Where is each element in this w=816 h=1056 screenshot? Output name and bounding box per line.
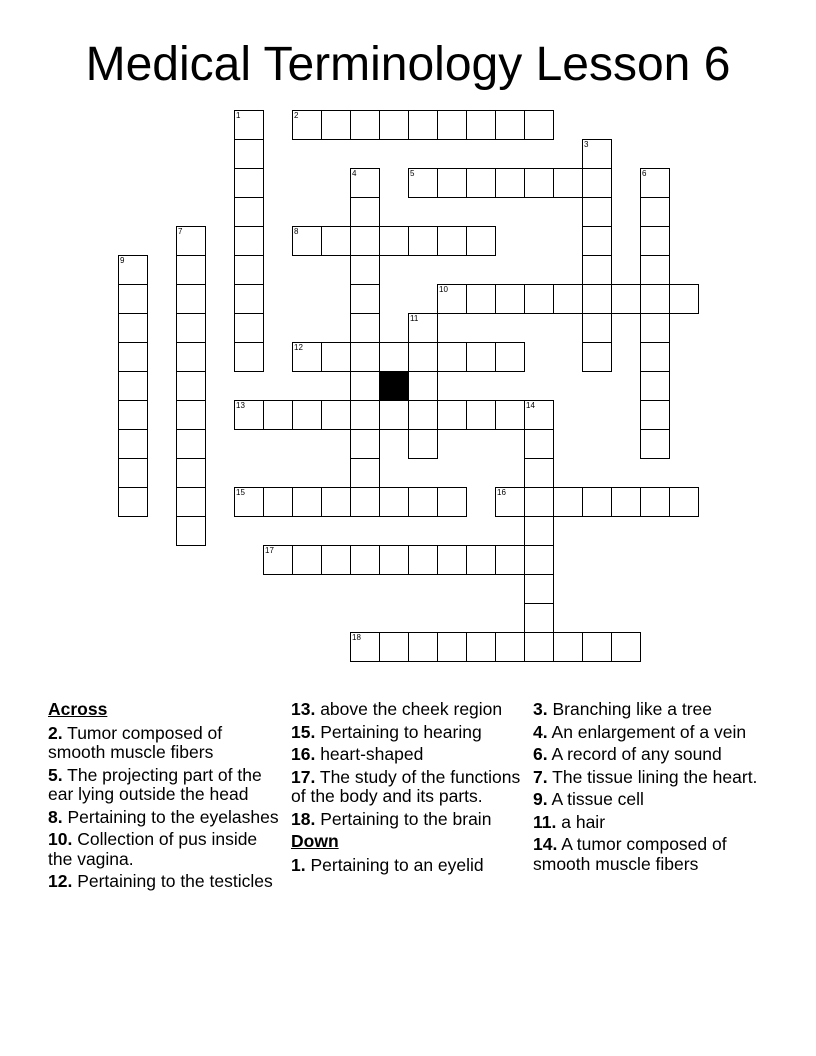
grid-cell[interactable] — [234, 487, 264, 517]
grid-cell[interactable] — [611, 284, 641, 314]
clue-text: Pertaining to the brain — [320, 808, 492, 829]
clue-across-8 — [48, 808, 280, 828]
grid-cell[interactable] — [466, 400, 496, 430]
grid-cell[interactable] — [437, 284, 467, 314]
grid-cell[interactable] — [379, 226, 409, 256]
clues-column-1 — [48, 700, 280, 895]
grid-cell[interactable] — [118, 487, 148, 517]
grid-cell[interactable] — [437, 110, 467, 140]
grid-cell[interactable] — [640, 400, 670, 430]
clue-number: 6. — [533, 744, 548, 764]
grid-cell[interactable] — [437, 632, 467, 662]
grid-cell[interactable] — [118, 342, 148, 372]
grid-cell[interactable] — [408, 371, 438, 401]
clue-across-16 — [291, 745, 523, 765]
grid-cell[interactable] — [437, 545, 467, 575]
grid-cell[interactable] — [524, 110, 554, 140]
grid-cell[interactable] — [466, 226, 496, 256]
grid-cell[interactable] — [495, 168, 525, 198]
grid-cell[interactable] — [234, 168, 264, 198]
grid-cell[interactable] — [350, 197, 380, 227]
grid-cell[interactable] — [350, 371, 380, 401]
cell-number: 13 — [236, 401, 245, 410]
clue-number: 8. — [48, 806, 63, 827]
grid-cell[interactable] — [350, 284, 380, 314]
grid-cell[interactable] — [176, 429, 206, 459]
grid-cell[interactable] — [379, 632, 409, 662]
grid-cell[interactable] — [350, 313, 380, 343]
clue-down-3 — [533, 700, 765, 720]
clues-column-2 — [291, 700, 523, 878]
grid-cell[interactable] — [118, 284, 148, 314]
grid-cell[interactable] — [495, 545, 525, 575]
grid-cell[interactable] — [379, 400, 409, 430]
grid-cell[interactable] — [466, 632, 496, 662]
grid-cell[interactable] — [553, 632, 583, 662]
grid-cell[interactable] — [408, 487, 438, 517]
grid-cell[interactable] — [263, 487, 293, 517]
grid-cell[interactable] — [379, 110, 409, 140]
grid-cell[interactable] — [640, 255, 670, 285]
grid-cell[interactable] — [582, 139, 612, 169]
grid-cell[interactable] — [350, 110, 380, 140]
grid-cell[interactable] — [669, 487, 699, 517]
grid-cell[interactable] — [350, 226, 380, 256]
clue-text: a hair — [561, 811, 606, 832]
grid-cell[interactable] — [292, 545, 322, 575]
grid-cell[interactable] — [466, 545, 496, 575]
grid-cell[interactable] — [263, 545, 293, 575]
grid-cell[interactable] — [495, 110, 525, 140]
grid-cell[interactable] — [640, 284, 670, 314]
grid-cell[interactable] — [553, 284, 583, 314]
clue-down-14 — [533, 835, 765, 874]
grid-cell[interactable] — [234, 400, 264, 430]
clue-text: Collection of pus inside the vagina. — [48, 829, 258, 869]
clue-number: 1. — [291, 854, 306, 875]
clue-number: 12. — [48, 871, 73, 891]
grid-cell[interactable] — [466, 168, 496, 198]
grid-cell[interactable] — [408, 545, 438, 575]
clue-number: 7. — [533, 766, 548, 787]
grid-cell[interactable] — [350, 458, 380, 488]
grid-cell[interactable] — [640, 429, 670, 459]
clue-down-7 — [533, 768, 765, 788]
grid-cell[interactable] — [669, 284, 699, 314]
clue-number: 16. — [291, 744, 316, 764]
grid-cell[interactable] — [176, 255, 206, 285]
grid-cell[interactable] — [524, 487, 554, 517]
clue-number: 15. — [291, 721, 316, 742]
grid-cell[interactable] — [118, 313, 148, 343]
grid-cell[interactable] — [350, 255, 380, 285]
clue-text: A tumor composed of smooth muscle fibers — [533, 834, 727, 874]
grid-cell[interactable] — [292, 487, 322, 517]
clue-number: 4. — [533, 721, 548, 742]
cell-number: 16 — [497, 488, 506, 497]
grid-cell[interactable] — [176, 371, 206, 401]
clue-across-17 — [291, 768, 523, 807]
clue-text: A tissue cell — [551, 789, 644, 809]
cell-number: 11 — [410, 314, 419, 323]
clues-column-3 — [533, 700, 765, 877]
clue-across-5 — [48, 766, 280, 805]
grid-cell[interactable] — [524, 168, 554, 198]
grid-cell[interactable] — [176, 226, 206, 256]
grid-cell[interactable] — [524, 516, 554, 546]
grid-cell[interactable] — [640, 487, 670, 517]
clue-text: Pertaining to the testicles — [77, 871, 273, 891]
grid-cell[interactable] — [437, 168, 467, 198]
clue-number: 2. — [48, 722, 63, 743]
grid-cell[interactable] — [234, 255, 264, 285]
grid-cell[interactable] — [321, 110, 351, 140]
clue-number: 3. — [533, 699, 548, 719]
clue-text: The tissue lining the heart. — [552, 766, 758, 787]
grid-cell[interactable] — [379, 342, 409, 372]
grid-cell[interactable] — [408, 429, 438, 459]
grid-cell[interactable] — [640, 168, 670, 198]
grid-cell[interactable] — [321, 400, 351, 430]
clue-text: Pertaining to hearing — [320, 721, 482, 742]
grid-cell[interactable] — [176, 400, 206, 430]
grid-cell[interactable] — [582, 284, 612, 314]
grid-cell[interactable] — [408, 342, 438, 372]
clue-text: above the cheek region — [320, 699, 503, 719]
cell-number: 3 — [584, 140, 589, 149]
cell-number: 2 — [294, 111, 299, 120]
clue-text: The study of the functions of the body and its parts. — [291, 766, 521, 806]
clue-text: A record of any sound — [551, 744, 722, 764]
grid-cell[interactable] — [582, 487, 612, 517]
down-heading: Down — [291, 831, 339, 851]
cell-number: 4 — [352, 169, 357, 178]
grid-cell[interactable] — [640, 371, 670, 401]
grid-cell[interactable] — [292, 342, 322, 372]
grid-cell[interactable] — [437, 487, 467, 517]
grid-cell[interactable] — [350, 168, 380, 198]
grid-cell[interactable] — [379, 487, 409, 517]
cell-number: 1 — [236, 111, 241, 120]
grid-cell[interactable] — [582, 313, 612, 343]
across-heading: Across — [48, 699, 108, 719]
clue-across-15 — [291, 723, 523, 743]
clue-number: 14. — [533, 834, 558, 854]
clue-across-10 — [48, 830, 280, 869]
grid-cell[interactable] — [234, 226, 264, 256]
grid-cell[interactable] — [321, 226, 351, 256]
grid-cell[interactable] — [118, 458, 148, 488]
clue-number: 9. — [533, 789, 548, 809]
grid-cell[interactable] — [408, 313, 438, 343]
grid-cell[interactable] — [176, 284, 206, 314]
grid-cell[interactable] — [437, 400, 467, 430]
cell-number: 14 — [526, 401, 535, 410]
grid-cell[interactable] — [640, 197, 670, 227]
clue-across-12 — [48, 872, 280, 892]
clue-text: Branching like a tree — [552, 699, 713, 719]
grid-cell[interactable] — [582, 255, 612, 285]
clue-number: 18. — [291, 808, 316, 829]
grid-cell[interactable] — [466, 110, 496, 140]
grid-cell[interactable] — [379, 545, 409, 575]
grid-cell[interactable] — [640, 226, 670, 256]
cell-number: 17 — [265, 546, 274, 555]
grid-cell[interactable] — [524, 458, 554, 488]
grid-cell[interactable] — [640, 313, 670, 343]
black-square — [379, 371, 409, 401]
grid-cell[interactable] — [408, 168, 438, 198]
grid-cell[interactable] — [234, 197, 264, 227]
grid-cell[interactable] — [524, 284, 554, 314]
clue-down-9 — [533, 790, 765, 810]
grid-cell[interactable] — [495, 284, 525, 314]
grid-cell[interactable] — [118, 429, 148, 459]
clue-down-4 — [533, 723, 765, 743]
grid-cell[interactable] — [582, 197, 612, 227]
grid-cell[interactable] — [350, 487, 380, 517]
cell-number: 8 — [294, 227, 299, 236]
grid-cell[interactable] — [524, 545, 554, 575]
grid-cell[interactable] — [611, 632, 641, 662]
clue-text: An enlargement of a vein — [551, 721, 747, 742]
cell-number: 10 — [439, 285, 448, 294]
grid-cell[interactable] — [350, 632, 380, 662]
clue-text: Tumor composed of smooth muscle fibers — [48, 722, 223, 762]
grid-cell[interactable] — [176, 487, 206, 517]
clue-across-18 — [291, 810, 523, 830]
grid-cell[interactable] — [466, 284, 496, 314]
grid-cell[interactable] — [350, 400, 380, 430]
cell-number: 7 — [178, 227, 183, 236]
grid-cell[interactable] — [176, 458, 206, 488]
grid-cell[interactable] — [234, 342, 264, 372]
clue-number: 10. — [48, 829, 73, 849]
grid-cell[interactable] — [234, 139, 264, 169]
clue-text: Pertaining to the eyelashes — [67, 806, 279, 827]
grid-cell[interactable] — [350, 429, 380, 459]
grid-cell[interactable] — [524, 400, 554, 430]
grid-cell[interactable] — [350, 545, 380, 575]
grid-cell[interactable] — [437, 342, 467, 372]
clue-number: 11. — [533, 811, 557, 832]
cell-number: 12 — [294, 343, 303, 352]
cell-number: 9 — [120, 256, 125, 265]
grid-cell[interactable] — [118, 255, 148, 285]
grid-cell[interactable] — [118, 371, 148, 401]
clue-number: 17. — [291, 766, 316, 787]
grid-cell[interactable] — [408, 110, 438, 140]
grid-cell[interactable] — [524, 603, 554, 633]
grid-cell[interactable] — [408, 400, 438, 430]
grid-cell[interactable] — [495, 400, 525, 430]
clue-down-1 — [291, 856, 523, 876]
cell-number: 18 — [352, 633, 361, 642]
grid-cell[interactable] — [582, 168, 612, 198]
cell-number: 5 — [410, 169, 415, 178]
grid-cell[interactable] — [176, 516, 206, 546]
grid-cell[interactable] — [292, 110, 322, 140]
grid-cell[interactable] — [437, 226, 467, 256]
grid-cell[interactable] — [495, 487, 525, 517]
clue-across-13 — [291, 700, 523, 720]
grid-cell[interactable] — [524, 632, 554, 662]
grid-cell[interactable] — [292, 226, 322, 256]
grid-cell[interactable] — [321, 545, 351, 575]
clue-number: 13. — [291, 699, 316, 719]
grid-cell[interactable] — [350, 342, 380, 372]
grid-cell[interactable] — [553, 168, 583, 198]
grid-cell[interactable] — [582, 632, 612, 662]
grid-cell[interactable] — [263, 400, 293, 430]
clue-number: 5. — [48, 764, 63, 785]
grid-cell[interactable] — [582, 342, 612, 372]
grid-cell[interactable] — [553, 487, 583, 517]
clue-down-6 — [533, 745, 765, 765]
grid-cell[interactable] — [495, 632, 525, 662]
grid-cell[interactable] — [321, 487, 351, 517]
grid-cell[interactable] — [118, 400, 148, 430]
grid-cell[interactable] — [640, 342, 670, 372]
grid-cell[interactable] — [611, 487, 641, 517]
clue-text: heart-shaped — [320, 744, 424, 764]
clue-across-2 — [48, 724, 280, 763]
grid-cell[interactable] — [234, 284, 264, 314]
grid-cell[interactable] — [408, 226, 438, 256]
grid-cell[interactable] — [495, 342, 525, 372]
clue-text: Pertaining to an eyelid — [310, 854, 484, 875]
clue-down-11 — [533, 813, 765, 833]
clue-text: The projecting part of the ear lying outside the head — [48, 764, 262, 804]
cell-number: 15 — [236, 488, 245, 497]
grid-cell[interactable] — [582, 226, 612, 256]
grid-cell[interactable] — [466, 342, 496, 372]
cell-number: 6 — [642, 169, 647, 178]
grid-cell[interactable] — [321, 342, 351, 372]
grid-cell[interactable] — [176, 342, 206, 372]
grid-cell[interactable] — [524, 429, 554, 459]
grid-cell[interactable] — [234, 313, 264, 343]
grid-cell[interactable] — [234, 110, 264, 140]
grid-cell[interactable] — [176, 313, 206, 343]
grid-cell[interactable] — [524, 574, 554, 604]
grid-cell[interactable] — [292, 400, 322, 430]
page-title: Medical Terminology Lesson 6 — [85, 38, 731, 91]
grid-cell[interactable] — [408, 632, 438, 662]
